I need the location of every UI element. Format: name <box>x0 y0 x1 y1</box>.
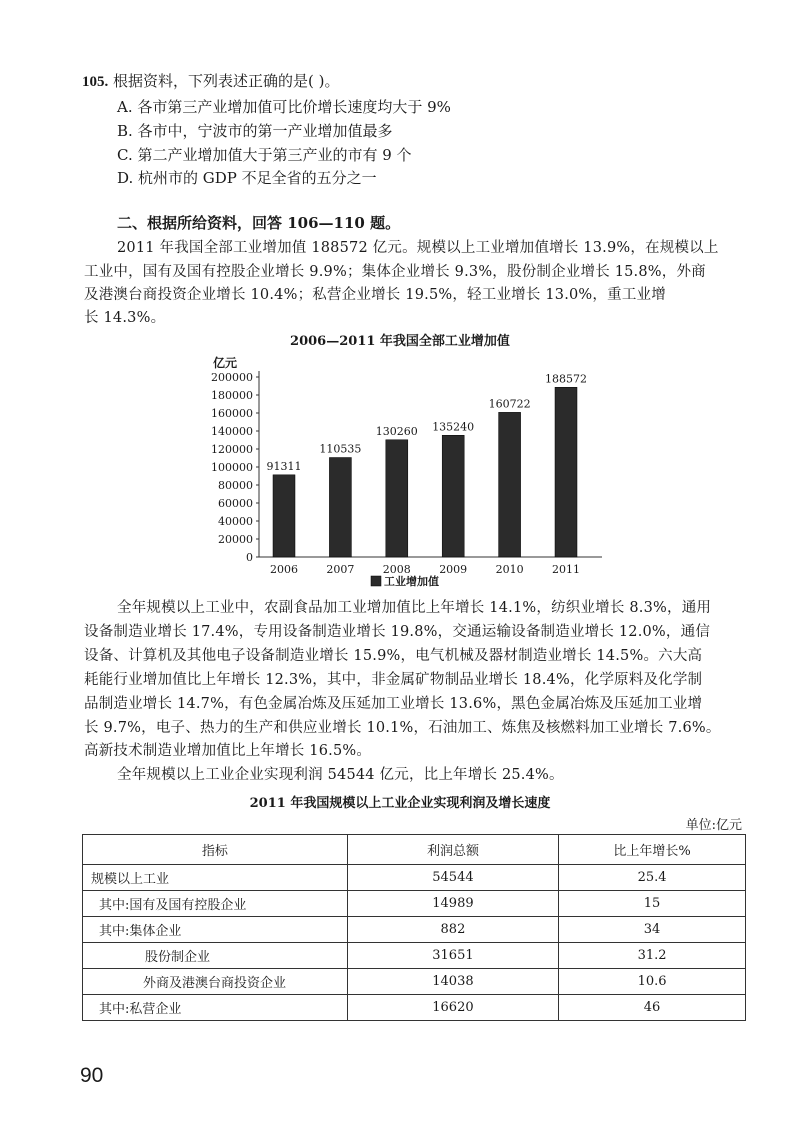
y-tick-label: 200000 <box>211 371 253 384</box>
y-axis-ticks <box>211 371 259 564</box>
data-label: 160722 <box>488 397 531 411</box>
section-heading: 二、根据所给资料，回答 106—110 题。 <box>117 214 401 232</box>
x-tick-label: 2007 <box>326 563 355 576</box>
body-line-3: 设备、计算机及其他电子设备制造业增长 15.9%，电气机械及器材制造业增长 14.5%。六大高 <box>84 648 703 664</box>
bar-2008 <box>386 440 408 557</box>
question-stem: 根据资料，下列表述正确的是( )。 <box>113 72 340 90</box>
x-tick-label: 2011 <box>552 563 580 576</box>
intro-line-2: 工业中，国有及国有控股企业增长 9.9%；集体企业增长 9.3%，股份制企业增长 15.8%，外商 <box>84 264 706 280</box>
data-label: 130260 <box>375 424 418 438</box>
y-tick-label: 180000 <box>211 389 253 402</box>
row-growth: 46 <box>559 995 746 1021</box>
option-b: B. 各市中，宁波市的第一产业增加值最多 <box>117 122 393 140</box>
legend-swatch <box>371 576 381 586</box>
option-c: C. 第二产业增加值大于第三产业的市有 9 个 <box>117 146 412 164</box>
row-label: 股份制企业 <box>83 943 348 969</box>
intro-line-1: 2011 年我国全部工业增加值 188572 亿元。规模以上工业增加值增长 13.9%，在规模以上 <box>117 240 719 256</box>
data-labels <box>267 372 588 473</box>
bar-2010 <box>499 412 521 557</box>
question-105 <box>82 70 340 91</box>
intro-line-4: 长 14.3%。 <box>84 310 166 326</box>
table-row <box>83 995 746 1021</box>
body-line-5: 品制造业增长 14.7%，有色金属冶炼及压延加工业增长 13.6%，黑色金属冶炼及压延加工业增 <box>84 696 703 712</box>
data-label: 188572 <box>545 372 587 386</box>
row-profit: 882 <box>347 917 558 943</box>
x-tick-label: 2009 <box>439 563 468 576</box>
bar-2007 <box>329 458 351 557</box>
row-growth: 15 <box>559 891 746 917</box>
row-profit: 14038 <box>347 969 558 995</box>
y-tick-label: 40000 <box>218 515 253 528</box>
table-unit: 单位:亿元 <box>685 818 742 833</box>
y-tick-label: 140000 <box>211 425 253 438</box>
bars-group <box>273 387 577 557</box>
row-profit: 31651 <box>347 943 558 969</box>
body-line-2: 设备制造业增长 17.4%，专用设备制造业增长 19.8%，交通运输设备制造业增长 12.0%，通信 <box>84 624 711 640</box>
y-tick-label: 160000 <box>211 407 253 420</box>
bar-2009 <box>442 435 464 557</box>
row-label: 外商及港澳台商投资企业 <box>83 969 348 995</box>
y-axis-unit-label: 亿元 <box>213 356 238 370</box>
option-a: A. 各市第三产业增加值可比价增长速度均大于 9% <box>117 98 451 116</box>
y-tick-label: 20000 <box>218 533 253 546</box>
question-number: 105. <box>82 74 109 90</box>
y-tick-label: 0 <box>246 551 253 564</box>
table-row <box>83 891 746 917</box>
row-growth: 25.4 <box>559 865 746 891</box>
table-row <box>83 917 746 943</box>
x-tick-label: 2010 <box>495 563 524 576</box>
chart-title: 2006—2011 年我国全部工业增加值 <box>290 334 510 349</box>
body-line-6: 长 9.7%，电子、热力的生产和供应业增长 10.1%，石油加工、炼焦及核燃料加工业增长 7.6%。 <box>84 720 721 736</box>
page-number: 90 <box>80 1064 104 1087</box>
x-tick-label: 2006 <box>270 563 298 576</box>
legend-label: 工业增加值 <box>384 575 439 588</box>
bar-2006 <box>273 475 295 557</box>
row-growth: 34 <box>559 917 746 943</box>
row-growth: 31.2 <box>559 943 746 969</box>
row-label: 其中:私营企业 <box>83 995 348 1021</box>
row-growth: 10.6 <box>559 969 746 995</box>
bar-chart <box>0 345 800 595</box>
y-tick-label: 80000 <box>218 479 253 492</box>
body-line-1: 全年规模以上工业中，农副食品加工业增加值比上年增长 14.1%，纺织业增长 8.3%，通用 <box>117 600 712 616</box>
option-d: D. 杭州市的 GDP 不足全省的五分之一 <box>117 169 377 187</box>
bar-2011 <box>555 387 577 557</box>
table-header-row <box>83 835 746 865</box>
y-tick-label: 60000 <box>218 497 253 510</box>
legend <box>371 574 439 588</box>
y-tick-label: 120000 <box>211 443 253 456</box>
data-label: 135240 <box>432 420 475 434</box>
x-tick-label: 2008 <box>382 563 411 576</box>
intro-line-3: 及港澳台商投资企业增长 10.4%；私营企业增长 19.5%，轻工业增长 13.0%，重工业增 <box>84 287 666 303</box>
row-label: 其中:集体企业 <box>83 917 348 943</box>
data-label: 110535 <box>319 442 362 456</box>
table-row <box>83 865 746 891</box>
header-indicator: 指标 <box>83 835 348 865</box>
table-title: 2011 年我国规模以上工业企业实现利润及增长速度 <box>249 796 551 811</box>
row-label: 规模以上工业 <box>83 865 348 891</box>
row-profit: 16620 <box>347 995 558 1021</box>
header-growth: 比上年增长% <box>559 835 746 865</box>
body-line-4: 耗能行业增加值比上年增长 12.3%，其中，非金属矿物制品业增长 18.4%，化学原料及化学制 <box>84 672 703 688</box>
table-row <box>83 943 746 969</box>
data-label: 91311 <box>266 459 302 473</box>
profit-table <box>82 834 746 1021</box>
y-tick-label: 100000 <box>211 461 253 474</box>
header-profit: 利润总额 <box>347 835 558 865</box>
row-profit: 54544 <box>347 865 558 891</box>
table-row <box>83 969 746 995</box>
row-label: 其中:国有及国有控股企业 <box>83 891 348 917</box>
profit-line: 全年规模以上工业企业实现利润 54544 亿元，比上年增长 25.4%。 <box>117 767 564 783</box>
body-line-7: 高新技术制造业增加值比上年增长 16.5%。 <box>84 743 372 759</box>
row-profit: 14989 <box>347 891 558 917</box>
